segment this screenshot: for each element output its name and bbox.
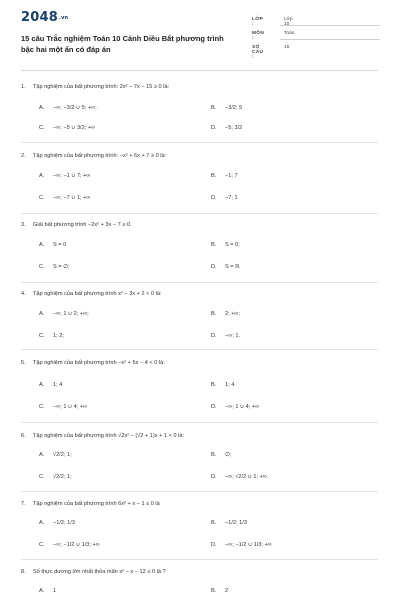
- option-label: C.: [39, 542, 45, 548]
- option-text: 2; +∞;: [225, 311, 241, 317]
- option-label: A.: [39, 311, 45, 317]
- option-a[interactable]: [39, 588, 56, 594]
- option-label: A.: [39, 452, 45, 458]
- question-divider: [21, 213, 378, 214]
- site-logo[interactable]: [21, 10, 68, 25]
- option-label: A.: [39, 105, 45, 111]
- option-a[interactable]: [39, 311, 89, 317]
- option-label: B.: [211, 520, 217, 526]
- question-number: 7.: [21, 501, 26, 507]
- option-d[interactable]: [211, 333, 240, 339]
- option-d[interactable]: [211, 404, 259, 410]
- meta-mon-label: MÔN :: [252, 31, 265, 41]
- question-number: 3.: [21, 222, 26, 228]
- option-label: B.: [211, 311, 217, 317]
- option-label: B.: [211, 588, 217, 594]
- option-d[interactable]: [211, 542, 272, 548]
- logo-text: 2048: [21, 10, 58, 25]
- option-a[interactable]: [39, 242, 66, 248]
- option-label: C.: [39, 474, 45, 480]
- question-number: 4.: [21, 291, 26, 297]
- option-label: C.: [39, 333, 45, 339]
- question-number: 6.: [21, 433, 26, 439]
- option-label: C.: [39, 404, 45, 410]
- option-text: S = ℝ: [225, 264, 240, 270]
- option-text: −∞; 1.: [225, 333, 241, 339]
- option-label: B.: [211, 452, 217, 458]
- option-text: −3/2; 5: [225, 105, 243, 111]
- meta-socau-label: SỐ CÂU :: [252, 45, 264, 60]
- option-label: A.: [39, 382, 45, 388]
- option-text: −∞; 1 ∪ 4; +∞: [53, 404, 88, 410]
- option-d[interactable]: [211, 264, 240, 270]
- option-text: −∞; −1/2 ∪ 1/3; +∞: [225, 542, 272, 548]
- option-text: S = 0;: [225, 242, 240, 248]
- meta-lop-value: Lớp 10: [284, 17, 293, 27]
- option-label: A.: [39, 520, 45, 526]
- option-label: D.: [211, 195, 217, 201]
- option-label: A.: [39, 242, 45, 248]
- option-label: D.: [211, 474, 217, 480]
- option-label: D.: [211, 264, 217, 270]
- option-a[interactable]: [39, 382, 62, 388]
- option-c[interactable]: [39, 125, 95, 131]
- question-divider: [21, 559, 378, 560]
- option-label: D.: [211, 542, 217, 548]
- option-text: √2/2; 1;: [53, 474, 72, 480]
- option-b[interactable]: [211, 242, 240, 248]
- option-b[interactable]: [211, 588, 228, 594]
- option-label: D.: [211, 333, 217, 339]
- header-divider: [21, 70, 378, 71]
- option-b[interactable]: [211, 382, 234, 388]
- option-text: 1: [53, 588, 57, 594]
- question-divider: [21, 422, 378, 423]
- option-text: ∅;: [225, 452, 232, 458]
- logo-suffix: .vn: [58, 14, 69, 21]
- option-text: −∞; √2/2 ∪ 1; +∞.: [225, 474, 269, 480]
- meta-lop-underline: [280, 25, 380, 26]
- option-c[interactable]: [39, 264, 70, 270]
- option-label: B.: [211, 242, 217, 248]
- option-label: C.: [39, 125, 45, 131]
- option-text: −∞; −1 ∪ 7; +∞: [53, 173, 91, 179]
- option-text: −∞; 1 ∪ 2; +∞;: [53, 311, 89, 317]
- question-stem: Tập nghiệm của bất phương trình: −x² + 6x + 7 ≥ 0 là:: [33, 153, 167, 159]
- option-text: −∞; −7 ∪ 1; +∞: [53, 195, 91, 201]
- option-c[interactable]: [39, 404, 87, 410]
- option-label: B.: [211, 382, 217, 388]
- meta-lop-label: LỚP :: [252, 17, 264, 27]
- question-divider: [21, 349, 378, 350]
- option-a[interactable]: [39, 105, 97, 111]
- question-number: 5.: [21, 360, 26, 366]
- meta-mon-underline: [280, 39, 380, 40]
- option-text: √2/2; 1;: [53, 452, 72, 458]
- option-text: −5; 3/2: [225, 125, 243, 131]
- option-d[interactable]: [211, 474, 268, 480]
- question-number: 2.: [21, 153, 26, 159]
- option-d[interactable]: [211, 195, 238, 201]
- question-number: 1.: [21, 84, 26, 90]
- option-text: −∞; −1/2 ∪ 1/3; +∞: [53, 542, 100, 548]
- question-stem: Tập nghiệm của bất phương trình 6x² + x − 1 ≤ 0 là: [33, 501, 160, 507]
- option-c[interactable]: [39, 195, 90, 201]
- option-text: −∞; −3/2 ∪ 5; +∞;: [53, 105, 97, 111]
- option-text: −∞; 1 ∪ 4; +∞: [225, 404, 260, 410]
- option-label: D.: [211, 404, 217, 410]
- option-label: C.: [39, 264, 45, 270]
- option-text: S = 0: [53, 242, 67, 248]
- option-label: B.: [211, 173, 217, 179]
- option-c[interactable]: [39, 333, 64, 339]
- option-text: −∞; −5 ∪ 3/2; +∞: [53, 125, 96, 131]
- option-label: A.: [39, 588, 45, 594]
- option-c[interactable]: [39, 474, 72, 480]
- question-divider: [21, 282, 378, 283]
- option-c[interactable]: [39, 542, 100, 548]
- question-stem: Tập nghiệm của bất phương trình √2x² − (√2 + 1)x + 1 < 0 là:: [33, 433, 184, 439]
- question-divider: [21, 142, 378, 143]
- option-b[interactable]: [211, 311, 240, 317]
- question-divider: [21, 491, 378, 492]
- option-b[interactable]: [211, 452, 231, 458]
- option-text: 1; 4: [53, 382, 63, 388]
- meta-socau-value: 15: [284, 45, 290, 50]
- option-b[interactable]: [211, 105, 242, 111]
- option-text: −1/2; 1/3: [225, 520, 247, 526]
- option-a[interactable]: [39, 173, 90, 179]
- option-label: C.: [39, 195, 45, 201]
- option-text: 1; 2;: [53, 333, 64, 339]
- question-stem: Tập nghiệm của bất phương trình: 2x² − 7x − 15 ≥ 0 là:: [33, 84, 170, 90]
- question-stem: Tập nghiệm của bất phương trình −x² + 5x − 4 < 0 là:: [33, 360, 165, 366]
- meta-mon-value: Toán: [284, 31, 295, 36]
- option-a[interactable]: [39, 452, 72, 458]
- option-text: −1/2; 1/3: [53, 520, 75, 526]
- question-number: 8.: [21, 569, 26, 575]
- option-d[interactable]: [211, 125, 242, 131]
- option-label: D.: [211, 125, 217, 131]
- option-label: A.: [39, 173, 45, 179]
- question-stem: Giải bất phương trình −2x² + 3x − 7 ≥ 0.: [33, 222, 132, 228]
- option-b[interactable]: [211, 173, 238, 179]
- question-stem: Số thực dương lớn nhất thỏa mãn x² − x − 12 ≤ 0 là ?: [33, 569, 166, 575]
- option-text: 2: [225, 588, 229, 594]
- document-title: 15 câu Trắc nghiệm Toán 10 Cánh Diều Bất phương trình bậc hai một ẩn có đáp án: [21, 34, 224, 54]
- option-label: B.: [211, 105, 217, 111]
- option-text: 1; 4: [225, 382, 235, 388]
- question-stem: Tập nghiệm của bất phương trình x² − 3x + 2 < 0 là:: [33, 291, 162, 297]
- option-text: S = ∅;: [53, 264, 70, 270]
- option-text: −1; 7: [225, 173, 238, 179]
- option-a[interactable]: [39, 520, 75, 526]
- option-b[interactable]: [211, 520, 247, 526]
- option-text: −7; 1: [225, 195, 238, 201]
